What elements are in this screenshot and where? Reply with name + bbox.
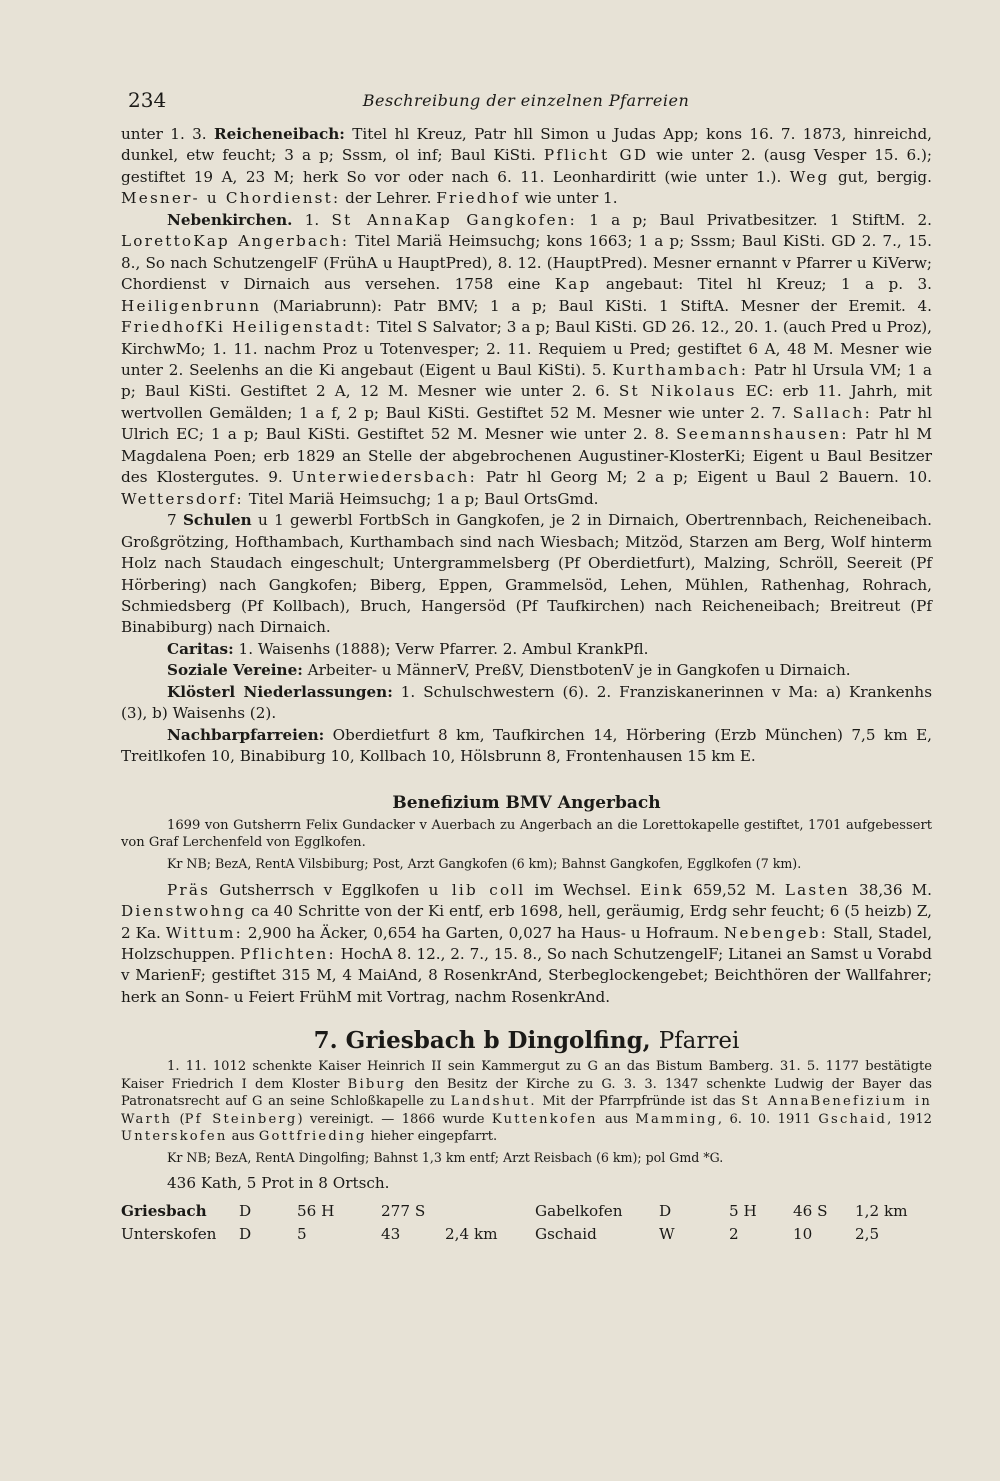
page-number: 234 [128,88,167,112]
place-houses: 5 H [729,1201,757,1220]
running-head: Beschreibung der einzelnen Pfarreien [362,91,690,110]
paragraph-niederlassungen: Klösterl Niederlassungen: 1. Schulschwestern (6). 2. Franziskanerinnen v Ma: a) Krankenhs (3), b) Waisenhs (2). [121,682,932,723]
place-souls: 277 S [381,1201,426,1220]
paragraph-schulen: 7 Schulen u 1 gewerbl FortbSch in Gangkofen, je 2 in Dirnaich, Obertrennbach, Reicheneibach. Großgrötzing, Hofthambach, Kurthambach sind nach Wiesbach; Mitzöd, Starzen am Berg, Wolf hinterm Holz nach Staudach eingeschult; Untergrammelsberg (Pf Oberdietfurt), Malzing, Schröll, Seereit (Pf Hörbering) nach Gangkofen; Biberg, Eppen, Grammelsöd, Lehen, Mühlen, Rathenhag, Rohrach, Schmiedsberg (Pf Kollbach), Bruch, Hangersöd (Pf Taufkirchen) nach Reicheneibach; Breitreut (Pf Binabiburg) nach Dirnaich. [121,511,932,637]
places-table [121,1197,921,1243]
paragraph-nebenkirchen: Nebenkirchen. 1. St AnnaKap Gangkofen: 1 a p; Baul Privatbesitzer. 1 StiftM. 2. LorettoKap Angerbach: Titel Mariä Heimsuchg; kons 1663; 1 a p; Sssm; Baul KiSti. GD 2. 7., 15. 8., So nach SchutzengelF (FrühA u HauptPred), 8. 12. (HauptPred). Mesner ernannt v Pfarrer u KiVerw; Chordienst v Dirnaich aus versehen. 1758 eine Kap angebaut: Titel hl Kreuz; 1 a p. 3. Heiligenbrunn (Mariabrunn): Patr BMV; 1 a p; Baul KiSti. 1 StiftA. Mesner der Eremit. 4. FriedhofKi Heiligenstadt: Titel S Salvator; 3 a p; Baul KiSti. GD 26. 12., 20. 1. (auch Pred u Proz), KirchwMo; 1. 11. nachm Proz u Totenvesper; 2. 11. Requiem u Pred; gestiftet 6 A, 48 M. Mesner wie unter 2. Seelenhs an die Ki angebaut (Eigent u Baul KiSti). 5. Kurthambach: Patr hl Ursula VM; 1 a p; Baul KiSti. Gestiftet 2 A, 12 M. Mesner wie unter 2. 6. St Nikolaus EC: erb 11. Jahrh, mit wertvollen Gemälden; 1 a f, 2 p; Baul KiSti. Gestiftet 52 M. Mesner wie unter 2. 7. Sallach: Patr hl Ulrich EC; 1 a p; Baul KiSti. Gestiftet 52 M. Mesner wie unter 2. 8. Seemannshausen: Patr hl M Magdalena Poen; erb 1829 an Stelle der abgebrochenen Augustiner-KlosterKi; Eigent u Baul Besitzer des Klostergutes. 9. Unterwiedersbach: Patr hl Georg M; 2 a p; Eigent u Baul 2 Bauern. 10. Wettersdorf: Titel Mariä Heimsuchg; 1 a p; Baul OrtsGmd. [121,210,933,508]
section-7-history: 1. 11. 1012 schenkte Kaiser Heinrich II sein Kammergut zu G an das Bistum Bamberg. 31. 5. 1177 bestätigte Kaiser Friedrich I dem Kloster Biburg den Besitz der Kirche zu G. 3. 3. 1347 schenkte Ludwig der Bayer das Patronatsrecht auf G an seine Schloßkapelle zu Landshut. Mit der Pfarrpfründe ist das St AnnaBenefizium in Warth (Pf Steinberg) vereinigt. — 1866 wurde Kuttenkofen aus Mamming, 6. 10. 1911 Gschaid, 1912 Unterskofen aus Gottfrieding hieher eingepfarrt. [121,1059,933,1145]
paragraph-caritas: Caritas: 1. Waisenhs (1888); Verw Pfarrer. 2. Ambul KrankPfl. [167,639,649,658]
place-type: D [659,1201,672,1220]
place-distance: 2,5 [855,1224,880,1243]
paragraph-reicheneibach: unter 1. 3. Reicheneibach: Titel hl Kreuz, Patr hll Simon u Judas App; kons 16. 7. 1873, hinreichd, dunkel, etw feucht; 3 a p; Sssm, ol inf; Baul KiSti. Pflicht GD wie unter 2. (ausg Vesper 15. 6.); gestiftet 19 A, 23 M; herk So vor oder nach 6. 11. Leonhardiritt (wie unter 1.). Weg gut, bergig. Mesner- u Chordienst: der Lehrer. Friedhof wie unter 1. [121,125,933,208]
place-type: W [659,1224,675,1243]
page-header [126,88,926,118]
place-houses: 56 H [297,1201,335,1220]
place-type: D [239,1224,252,1243]
parish-6-section [121,124,932,768]
benefizium-intro: 1699 von Gutsherrn Felix Gundacker v Auerbach zu Angerbach an die Lorettokapelle gestiftet, 1701 aufgebessert von Graf Lerchenfeld von Egglkofen. [121,817,932,851]
place-name: Griesbach [121,1201,207,1220]
section-7-history-block [121,1058,932,1146]
place-name: Gabelkofen [535,1201,623,1220]
benefizium-title: Benefizium BMV Angerbach [392,792,661,813]
benefizium-admin-line: Kr NB; BezA, RentA Vilsbiburg; Post, Arzt Gangkofen (6 km); Bahnst Gangkofen, Egglkofen (7 km). [167,855,802,871]
benefizium-body [121,880,932,1009]
place-distance: 1,2 km [855,1201,908,1220]
table-row [121,1220,921,1243]
paragraph-soziale-vereine: Soziale Vereine: Arbeiter- u MännerV, PreßV, DienstbotenV je in Gangkofen u Dirnaich. [167,661,851,680]
table-row [121,1197,921,1220]
place-type: D [239,1201,252,1220]
place-souls: 10 [793,1224,813,1243]
section-7-admin-line: Kr NB; BezA, RentA Dingolfing; Bahnst 1,3 km entf; Arzt Reisbach (6 km); pol Gmd *G. [167,1149,724,1165]
benefizium-paragraph: Präs Gutsherrsch v Egglkofen u lib coll im Wechsel. Eink 659,52 M. Lasten 38,36 M. Dienstwohng ca 40 Schritte von der Ki entf, erb 1698, hell, geräumig, Erdg sehr feucht; 6 (5 heizb) Z, 2 Ka. Wittum: 2,900 ha Äcker, 0,654 ha Garten, 0,027 ha Haus- u Hofraum. Nebengeb: Stall, Stadel, Holzschuppen. Pflichten: HochA 8. 12., 2. 7., 15. 8., So nach SchutzengelF; Litanei an Samst u Vorabd v MarienF; gestiftet 315 M, 4 MaiAnd, 8 RosenkrAnd, Sterbeglockengebet; Beichthören der Wallfahrer; herk an Sonn- u Feiert FrühM mit Vortrag, nachm RosenkrAnd. [121,880,933,1006]
place-distance [445,1197,535,1220]
paragraph-nachbarpfarreien: Nachbarpfarreien: Oberdietfurt 8 km, Taufkirchen 14, Hörbering (Erzb München) 7,5 km E, Treitlkofen 10, Binabiburg 10, Kollbach 10, Hölsbrunn 8, Frontenhausen 15 km E. [121,725,932,766]
place-houses: 2 [729,1224,739,1243]
section-7-statistics: 436 Kath, 5 Prot in 8 Ortsch. [167,1173,390,1192]
page-body [121,124,932,1243]
place-souls: 46 S [793,1201,828,1220]
section-7-title: 7. Griesbach b Dingolfing, Pfarrei [313,1027,740,1055]
benefizium-intro-block [121,817,932,852]
place-name: Unterskofen [121,1224,217,1243]
place-houses: 5 [297,1224,307,1243]
place-distance: 2,4 km [445,1224,498,1243]
place-souls: 43 [381,1224,401,1243]
place-name: Gschaid [535,1224,597,1243]
